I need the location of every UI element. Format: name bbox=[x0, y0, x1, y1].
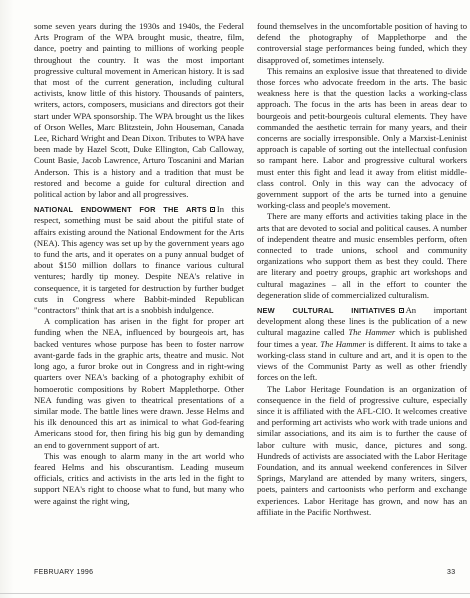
paragraph: found themselves in the uncomfortable position of having to defend the photography of Mapplethorpe and the controversial stage performances being funded, which they disapproved of, sometimes intensely. bbox=[257, 21, 467, 65]
paragraph-text: In this respect, something must be said about the pitiful state of affairs existing around the National Endowment for the Arts (NEA). This agency was set up by the government years ago to fund the arts, and it operates on a puny annual budget of about $150 million dollars to finance various cultural ventures; hardly tip money. Despite NEA's relative in consequence, it is targeted for destruction by further budget cuts in Congress where Babbit-minded Republican "contractors" think that art is a snobbish indulgence. bbox=[34, 204, 244, 316]
magazine-title: The Hammer bbox=[348, 327, 396, 338]
section-heading-cultural-initiatives: NEW CULTURAL INITIATIVES bbox=[257, 306, 396, 316]
paragraph: A complication has arisen in the fight for proper art funding when the NEA, influenced by bourgeois art, has backed ventures whose purpose has been to foster narrow avant-garde fads in the graphic arts, theatre and music. Not long ago, a furor broke out in Congress and in right-wing quarters over NEA's backing of a photography exhibit of homoerotic compositions by Robert Mapplethorpe. Other NEA funding was given to theatrical presentations of a similar mode. The battle lines were drawn. Jesse Helms and his ilk denounced this art as inimical to what God-fearing Americans stood for, then firing his big gun by demanding an end to government support of art. bbox=[34, 316, 244, 450]
paragraph-cultural-initiatives bbox=[257, 305, 467, 383]
paragraph: some seven years during the 1930s and 1940s, the Federal Arts Program of the WPA brought music, theatre, film, dance, poetry and painting to millions of working people throughout the country. It was the most important progressive cultural movement in American history. It is sad that most of the current generation, including cultural activists, know little of this history. Thousands of painters, writers, actors, composers, musicians and directors got their start under WPA sponsorship. The WPA brought us the likes of Orson Welles, Marc Blitzstein, John Houseman, Canada Lee, Richard Wright and Dean Dixon. Tributes to WPA have been made by Hazel Scott, Duke Ellington, Cab Calloway, Count Basie, Jacob Lawrence, Arturo Toscanini and Marian Anderson. This is a history and a tradition that must be restored and become a guide for cultural direction and political action by labor and all progressives. bbox=[34, 21, 244, 200]
left-column bbox=[34, 21, 244, 507]
section-bullet-icon bbox=[399, 308, 404, 313]
paragraph-text: An important development along these lines is the publication of a new cultural magazine called bbox=[257, 305, 467, 338]
paragraph-nea bbox=[34, 204, 244, 316]
section-heading-nea: NATIONAL ENDOWMENT FOR THE ARTS bbox=[34, 205, 207, 215]
magazine-title: The Hammer bbox=[320, 338, 366, 349]
paragraph: This was enough to alarm many in the art world who feared Helms and his obscurantism. Leading museum officials, critics and activists in the arts led in the fight to support NEA's right to choose what to fund, but many who were against the right wing, bbox=[34, 450, 244, 506]
right-column bbox=[257, 21, 467, 518]
paragraph-text: is different. It aims to take a working-class stand in culture and art, and it is open to the views of the Communist Party as well as other friendly forces on the left. bbox=[257, 338, 467, 383]
issue-date: FEBRUARY 1996 bbox=[34, 569, 94, 576]
page-number: 33 bbox=[447, 569, 456, 576]
section-bullet-icon bbox=[210, 207, 215, 212]
page-edge-divider bbox=[0, 593, 470, 594]
paragraph: There are many efforts and activities taking place in the arts that are devoted to social and political causes. A number of independent theatre and music ensembles perform, often connected to trade unions, school and community organizations who support them as best they could. There are literary and poetry groups, graphic art workshops and cultural magazines – all in the effort to counter the degeneration slide of commercialized culturalism. bbox=[257, 211, 467, 300]
paragraph: This remains an explosive issue that threatened to divide those forces who advocate freedom in the arts. The basic weakness here is that the question lacks a working-class approach. The focus in the arts has been in areas dear to bourgeois and petit-bourgeois cultural elements. They have commanded the aesthetic terrain for many years, and their concerns are socially irresponsible. Only a Marxist-Leninist approach is capable of sorting out the intellectual confusion so rampant here. Labor and progressive cultural workers must enter this fight and lead it away from elitist middle-class control. Only in this way can the advocacy of government support of the arts be turned into a genuine working-class and people's movement. bbox=[257, 65, 467, 211]
paragraph-text: which is published four times a year. bbox=[257, 327, 467, 349]
paragraph: The Labor Heritage Foundation is an organization of consequence in the field of progressive culture, especially since it is affiliated with the AFL-CIO. It welcomes creative and performing art activists who work with trade unions and similar associations, and its aim is to further the cause of labor culture with music, dance, pictures and song. Hundreds of activists are associated with the Labor Heritage Foundation, and its annual weekend conferences in Silver Springs, Maryland are attended by many writers, singers, poets, painters and cartoonists who perform and exchange experiences. Labor Heritage has grown, and now has an affiliate in the Pacific Northwest. bbox=[257, 383, 467, 517]
